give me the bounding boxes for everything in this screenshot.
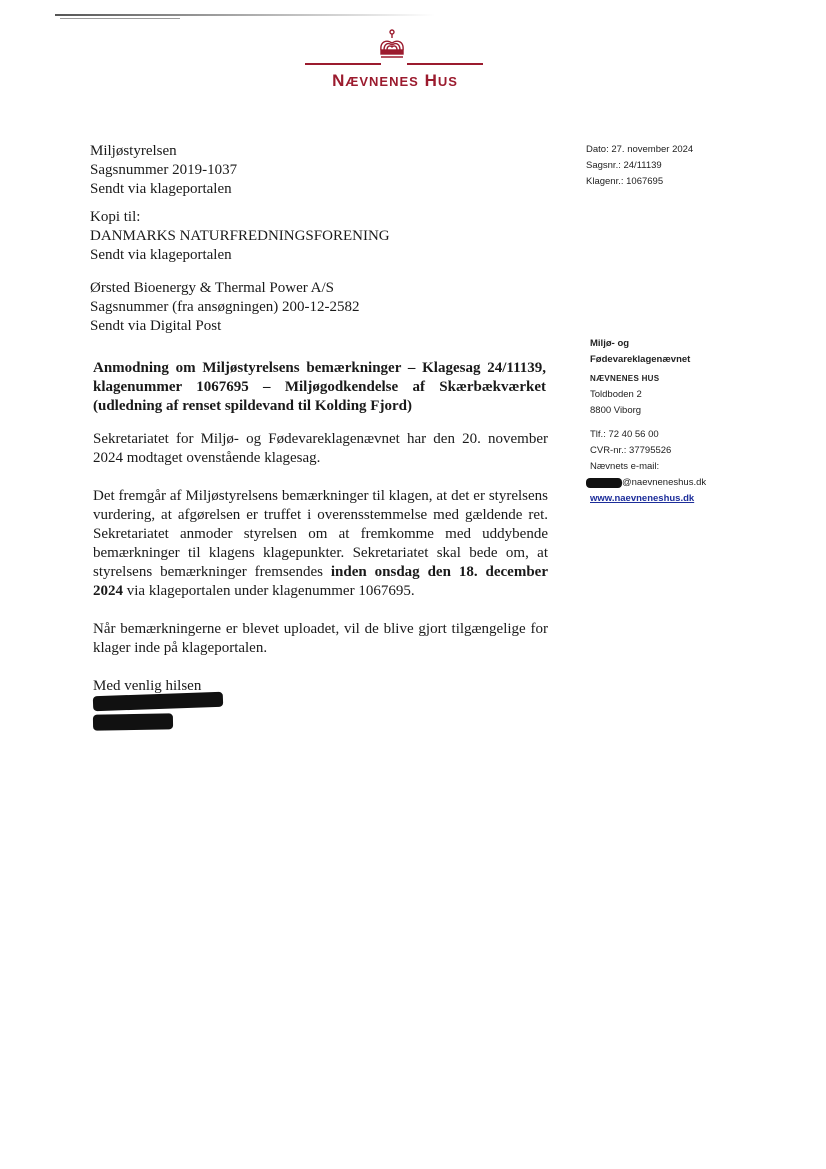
crown-icon: [375, 28, 409, 62]
scan-artifact: [60, 18, 180, 19]
redacted-signature-name: [93, 692, 223, 712]
sender-block: [590, 336, 790, 507]
sender-name-1: Miljø- og: [590, 338, 630, 349]
sender-email-label: Nævnets e-mail:: [590, 461, 660, 472]
letter-body: [93, 430, 548, 696]
scan-artifact: [55, 14, 435, 16]
body-paragraph-3: Når bemærkningerne er blevet uploadet, vil de blive gjort tilgængelige for klager inde på klageportalen.: [93, 621, 548, 656]
copy-to-block: [90, 208, 390, 265]
copy-company: Ørsted Bioenergy & Thermal Power A/S: [90, 280, 334, 296]
sender-city: 8800 Viborg: [590, 405, 642, 416]
sender-email-line: [590, 475, 790, 491]
recipient-case: Sagsnummer 2019-1037: [90, 162, 238, 178]
sender-name-2: Fødevareklagenævnet: [590, 354, 691, 365]
copy-org: DANMARKS NATURFREDNINGSFORENING: [90, 228, 390, 244]
sender-street: Toldboden 2: [590, 389, 642, 400]
sender-phone: Tlf.: 72 40 56 00: [590, 429, 659, 440]
copy-company-block: [90, 279, 360, 336]
copy-org-sent: Sendt via klageportalen: [90, 247, 232, 263]
website-link[interactable]: www.naevneneshus.dk: [590, 493, 695, 504]
subject-heading: Anmodning om Miljøstyrelsens bemærkninger – Klagesag 24/11139, klagenummer 1067695 – Miljøgodkendelse af Skærbækværket (udledning af renset spildevand til Kolding Fjord): [93, 360, 546, 414]
redacted-signature-title: [93, 713, 173, 730]
meta-block: [586, 142, 693, 190]
logo-rule: [407, 63, 483, 65]
sender-house: NÆVNENES HUS: [590, 374, 660, 383]
sender-website-line: [590, 491, 790, 507]
complaint-number: Klagenr.: 1067695: [586, 176, 664, 187]
sender-email[interactable]: @naevneneshus.dk: [622, 477, 707, 488]
copy-heading: Kopi til:: [90, 209, 141, 225]
redaction: [586, 478, 622, 488]
logo-wordmark: NÆVNENES HUS: [332, 71, 458, 90]
case-number: Sagsnr.: 24/11139: [586, 160, 662, 171]
copy-company-sent: Sendt via Digital Post: [90, 318, 222, 334]
copy-company-case: Sagsnummer (fra ansøgningen) 200-12-2582: [90, 299, 360, 315]
recipient-name: Miljøstyrelsen: [90, 143, 177, 159]
recipient-block: [90, 142, 237, 199]
body-paragraph-2: Det fremgår af Miljøstyrelsens bemærkninger til klagen, at det er styrelsens vurdering, at afgørelsen er truffet i overensstemmelse med gældende ret. Sekretariatet anmoder styrelsen om at fremkomme med uddybende bemærkninger til klagens klagepunkter. Sekretariatet skal bede om, at styrelsens bemærkninger fremsendes inden onsdag den 18. december 2024 via klageportalen under klagenummer 1067695.: [93, 488, 548, 599]
closing: Med venlig hilsen: [93, 678, 202, 694]
deadline: inden onsdag den 18. december 2024: [93, 564, 548, 599]
letter-date: Dato: 27. november 2024: [586, 144, 694, 155]
recipient-sent: Sendt via klageportalen: [90, 181, 232, 197]
body-paragraph-1: Sekretariatet for Miljø- og Fødevareklagenævnet har den 20. november 2024 modtaget ovenstående klagesag.: [93, 431, 548, 466]
logo-rule: [305, 63, 381, 65]
sender-cvr: CVR-nr.: 37795526: [590, 445, 672, 456]
